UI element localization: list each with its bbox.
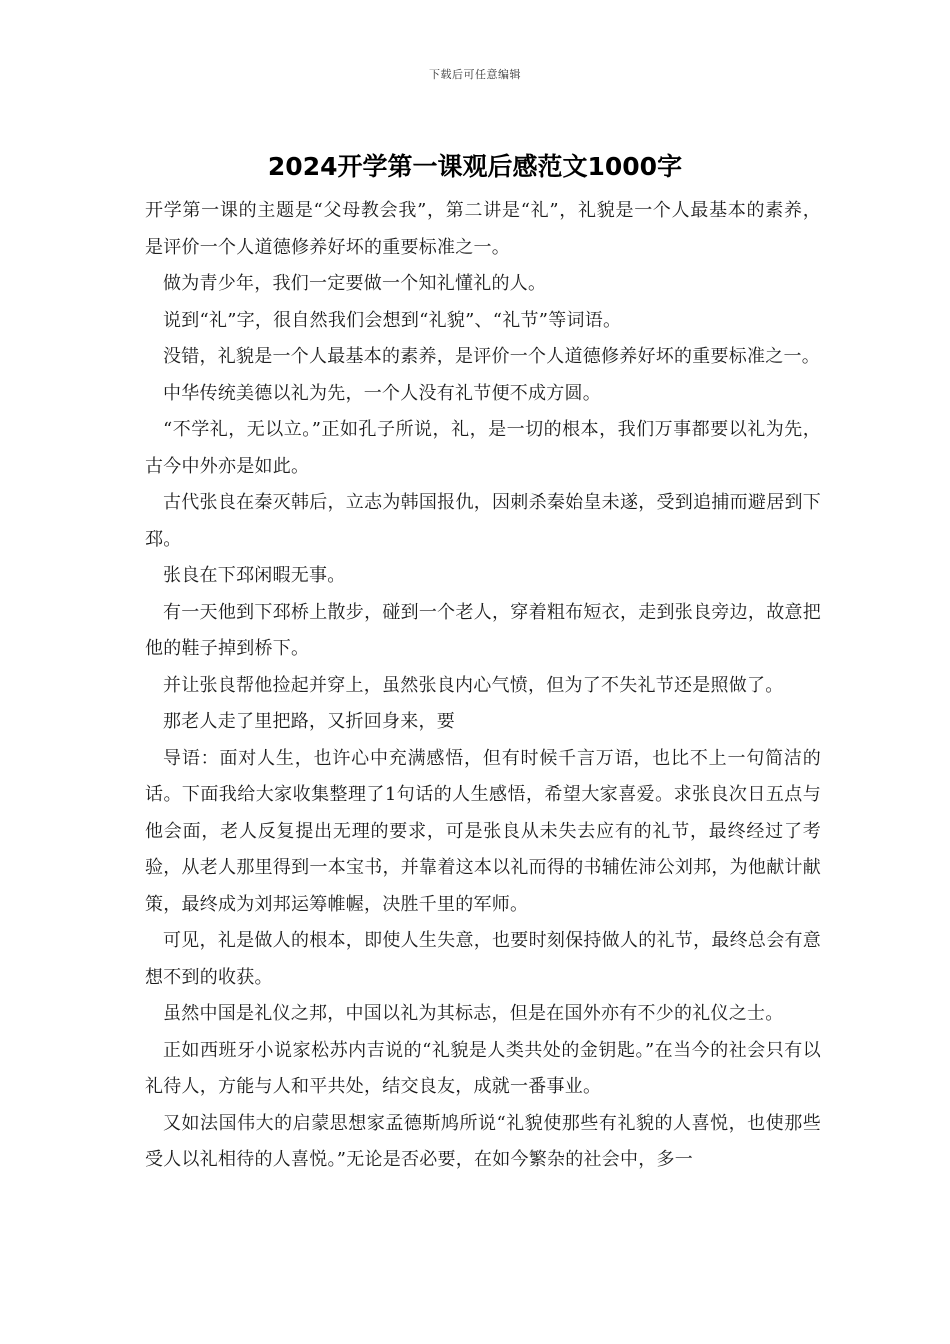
paragraph: “不学礼，无以立。”正如孔子所说，礼，是一切的根本，我们万事都要以礼为先，古今中外亦是如此。	[145, 419, 821, 477]
paragraph: 说到“礼”字，很自然我们会想到“礼貌”、“礼节”等词语。	[163, 309, 622, 331]
document-title: 2024开学第一课观后感范文1000字	[267, 152, 683, 181]
paragraph: 那老人走了里把路，又折回身来，要	[163, 711, 455, 732]
paragraph: 做为青少年，我们一定要做一个知礼懂礼的人。	[163, 273, 547, 294]
paragraph: 有一天他到下邳桥上散步，碰到一个老人，穿着粗布短衣，走到张良旁边，故意把他的鞋子掉到桥下。	[145, 601, 821, 659]
paragraph: 可见，礼是做人的根本，即使人生失意，也要时刻保持做人的礼节，最终总会有意想不到的收获。	[145, 930, 821, 988]
paragraph: 又如法国伟大的启蒙思想家孟德斯鸠所说“礼貌使那些有礼貌的人喜悦，也使那些受人以礼相待的人喜悦。”无论是否必要，在如今繁杂的社会中，多一	[145, 1112, 821, 1170]
paragraph: 正如西班牙小说家松苏内吉说的“礼貌是人类共处的金钥匙。”在当今的社会只有以礼待人，方能与人和平共处，结交良友，成就一番事业。	[145, 1039, 821, 1097]
paragraph: 虽然中国是礼仪之邦，中国以礼为其标志，但是在国外亦有不少的礼仪之士。	[163, 1003, 784, 1024]
paragraph: 导语：面对人生，也许心中充满感悟，但有时候千言万语，也比不上一句简洁的话。下面我给大家收集整理了1句话的人生感悟，希望大家喜爱。求张良次日五点与他会面，老人反复提出无理的要求，可是张良从未失去应有的礼节，最终经过了考验，从老人那里得到一本宝书，并靠着这本以礼而得的书辅佐沛公刘邦，为他献计献策，最终成为刘邦运筹帷幄，决胜千里的军师。	[145, 747, 821, 915]
paragraph: 中华传统美德以礼为先，一个人没有礼节便不成方圆。	[163, 382, 601, 404]
paragraph: 古代张良在秦灭韩后，立志为韩国报仇，因刺杀秦始皇未遂，受到追捕而避居到下邳。	[145, 492, 821, 550]
document-body	[145, 193, 821, 1179]
paragraph: 开学第一课的主题是“父母教会我”，第二讲是“礼”，礼貌是一个人最基本的素养，是评价一个人道德修养好坏的重要标准之一。	[145, 200, 821, 258]
header-note: 下载后可任意编辑	[429, 68, 521, 81]
paragraph: 并让张良帮他捡起并穿上，虽然张良内心气愤，但为了不失礼节还是照做了。	[163, 674, 784, 696]
paragraph: 张良在下邳闲暇无事。	[163, 565, 346, 586]
paragraph: 没错，礼貌是一个人最基本的素养，是评价一个人道德修养好坏的重要标准之一。	[163, 346, 820, 367]
